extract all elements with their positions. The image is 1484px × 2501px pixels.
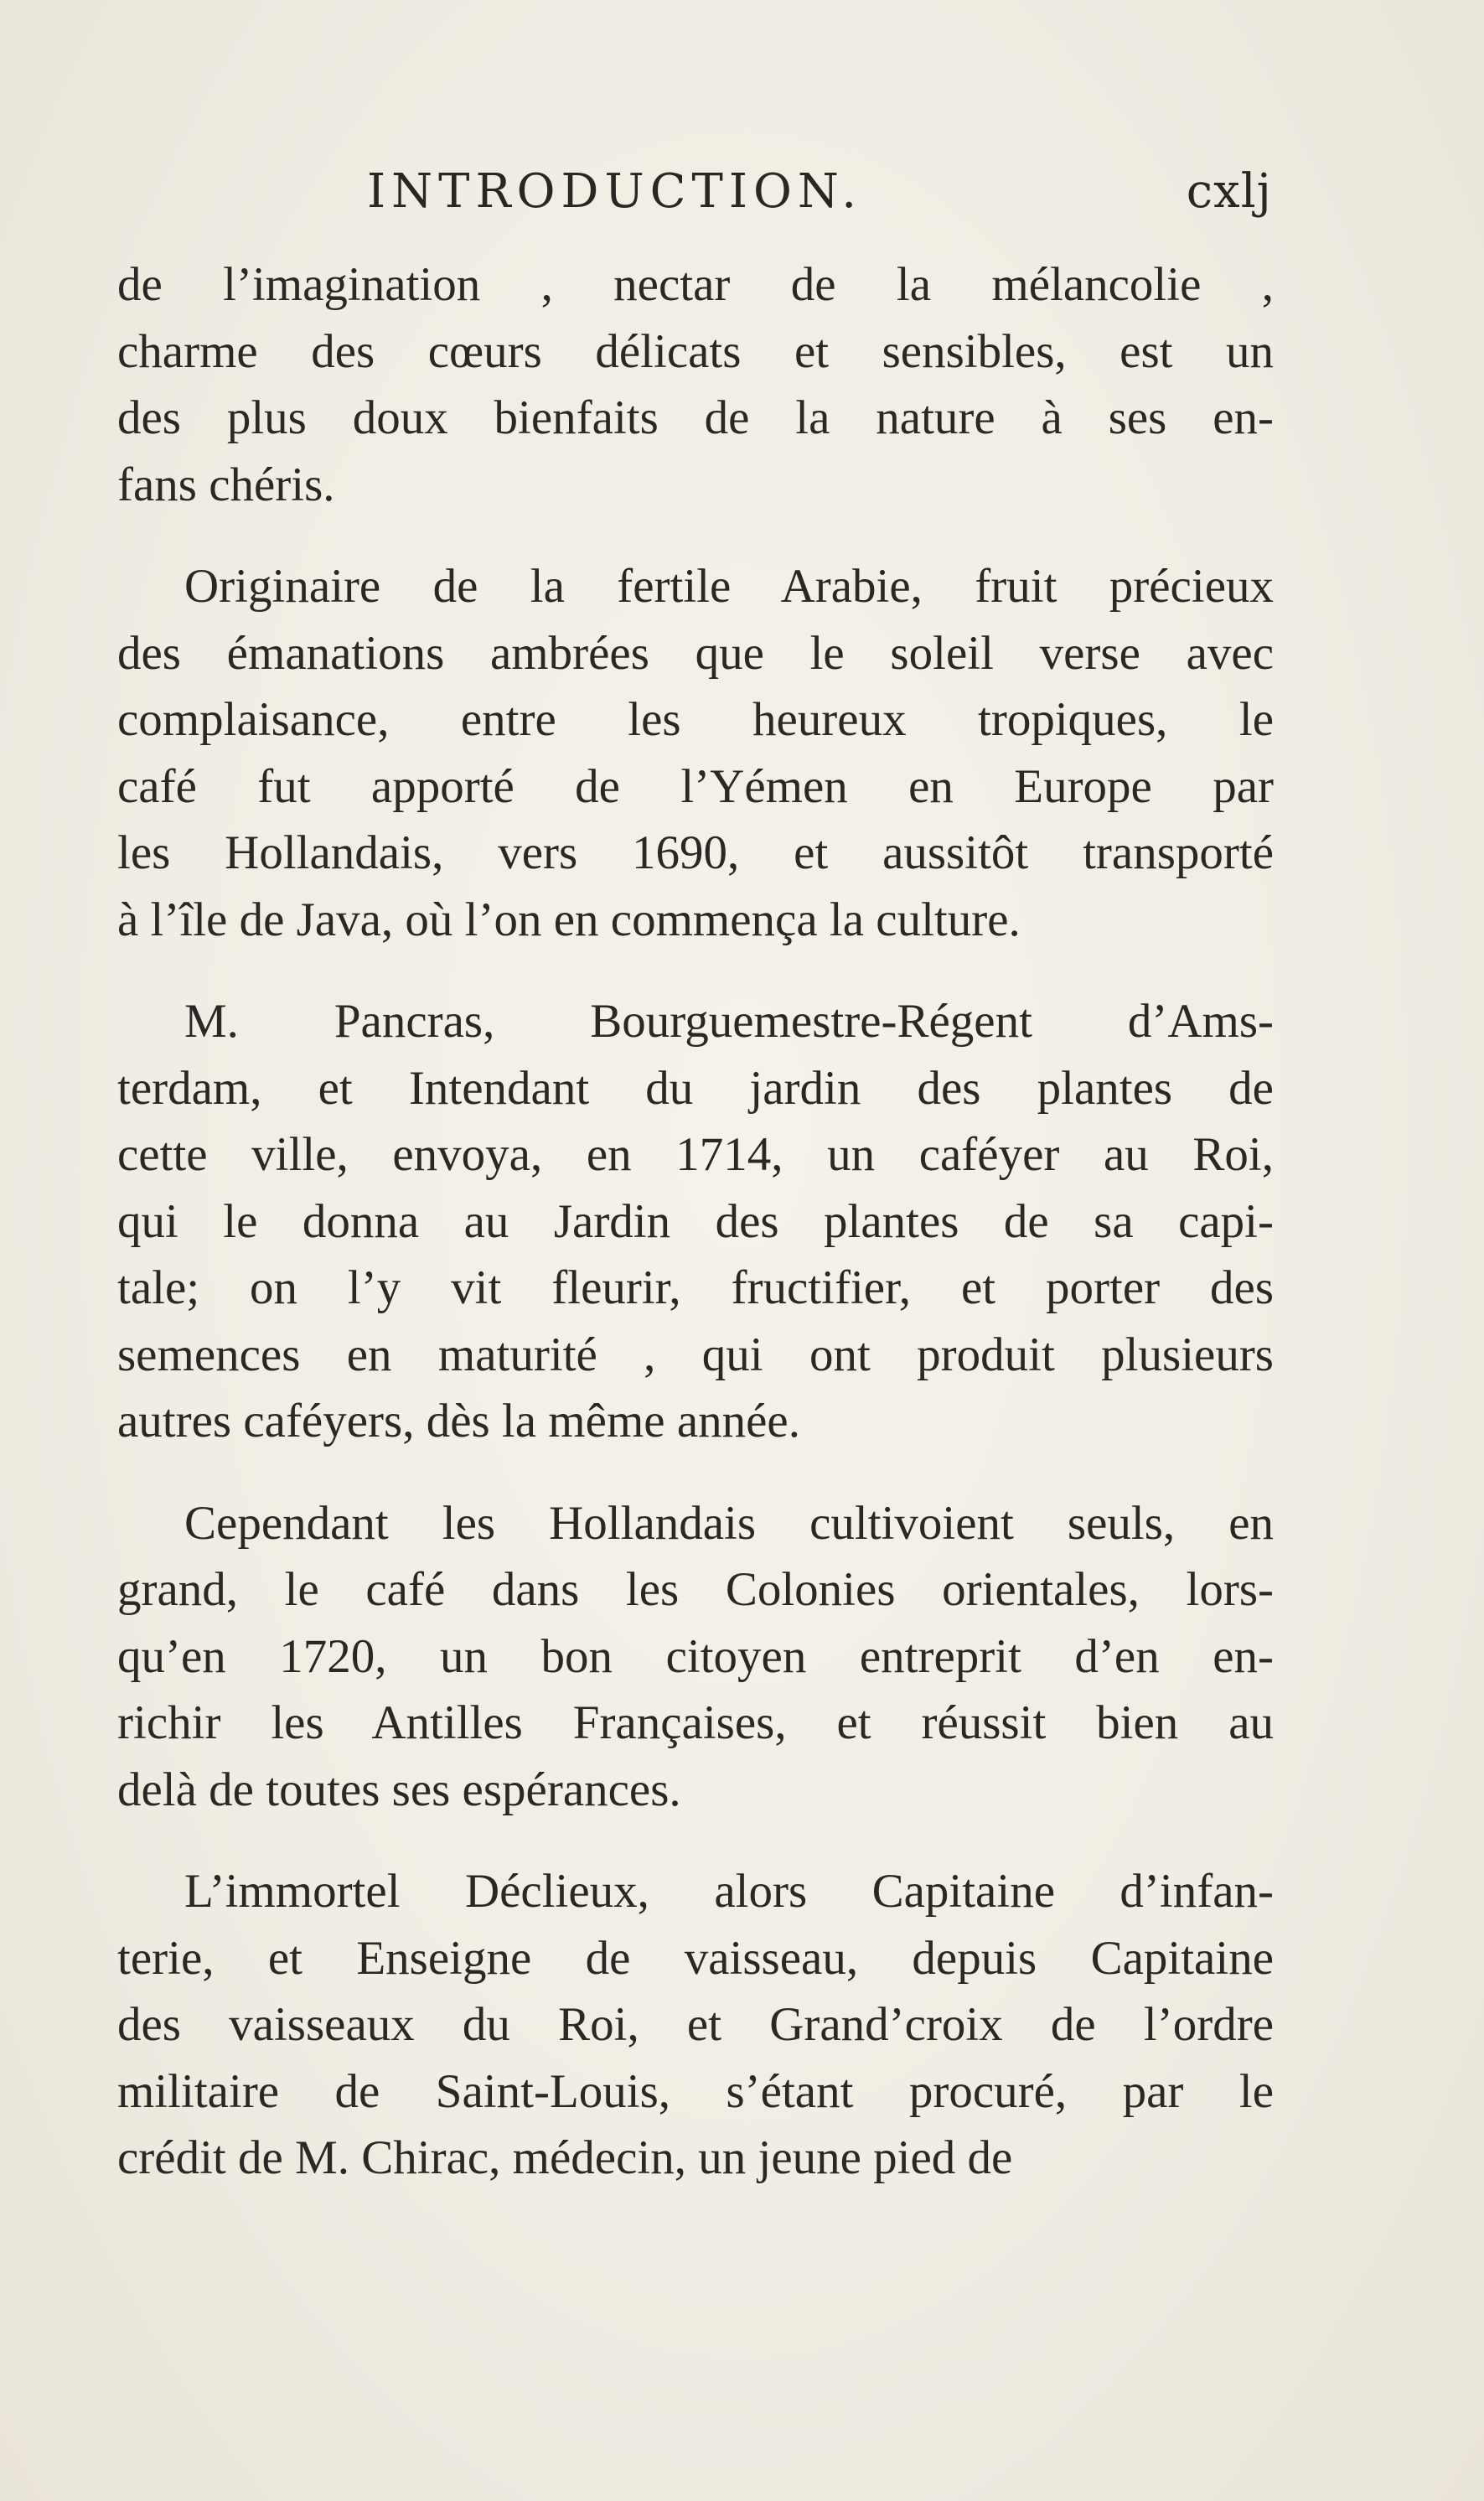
text-line: terdam, et Intendant du jardin des plantes de — [117, 1061, 1274, 1115]
text-line: L’immortel Déclieux, alors Capitaine d’infan- — [184, 1865, 1274, 1918]
running-title: INTRODUCTION. — [367, 164, 863, 219]
text-line: de l’imagination , nectar de la mélancolie , — [117, 258, 1274, 311]
text-line: à l’île de Java, où l’on en commença la culture. — [117, 893, 1021, 946]
text-line: des plus doux bienfaits de la nature à ses en- — [117, 391, 1274, 444]
text-line: terie, et Enseigne de vaisseau, depuis Capitaine — [117, 1931, 1274, 1985]
paragraph — [117, 251, 1274, 518]
text-line: richir les Antilles Françaises, et réussit bien au — [117, 1696, 1274, 1749]
text-line: tale; on l’y vit fleurir, fructifier, et porter des — [117, 1261, 1274, 1314]
text-line: café fut apporté de l’Yémen en Europe par — [117, 759, 1274, 813]
text-line: crédit de M. Chirac, médecin, un jeune pied de — [117, 2131, 1013, 2184]
text-line: semences en maturité , qui ont produit plusieurs — [117, 1328, 1274, 1381]
text-line: grand, le café dans les Colonies orientales, lors- — [117, 1563, 1274, 1616]
running-head — [116, 164, 1272, 223]
text-line: Cependant les Hollandais cultivoient seuls, en — [184, 1496, 1274, 1550]
body-text — [117, 251, 1274, 2227]
paragraph — [117, 553, 1274, 953]
paragraph — [117, 1858, 1274, 2192]
text-line: militaire de Saint-Louis, s’étant procuré, par le — [117, 2064, 1274, 2118]
paragraph — [117, 988, 1274, 1455]
text-line: fans chéris. — [117, 458, 335, 511]
text-line: qu’en 1720, un bon citoyen entreprit d’en en- — [117, 1629, 1274, 1683]
text-line: delà de toutes ses espérances. — [117, 1763, 681, 1816]
text-line: charme des cœurs délicats et sensibles, est un — [117, 324, 1274, 378]
text-line: cette ville, envoya, en 1714, un caféyer au Roi, — [117, 1128, 1274, 1181]
text-line: Originaire de la fertile Arabie, fruit précieux — [184, 560, 1274, 613]
text-line: autres caféyers, dès la même année. — [117, 1395, 800, 1447]
text-line: qui le donna au Jardin des plantes de sa capi- — [117, 1194, 1274, 1248]
text-line: des vaisseaux du Roi, et Grand’croix de l’ordre — [117, 1998, 1274, 2051]
text-line: complaisance, entre les heureux tropiques, le — [117, 693, 1274, 746]
page-number: cxlj — [1186, 164, 1272, 219]
text-line: les Hollandais, vers 1690, et aussitôt transporté — [117, 826, 1274, 879]
text-line: M. Pancras, Bourguemestre-Régent d’Ams- — [184, 995, 1274, 1048]
paragraph — [117, 1490, 1274, 1824]
text-line: des émanations ambrées que le soleil verse avec — [117, 626, 1274, 680]
